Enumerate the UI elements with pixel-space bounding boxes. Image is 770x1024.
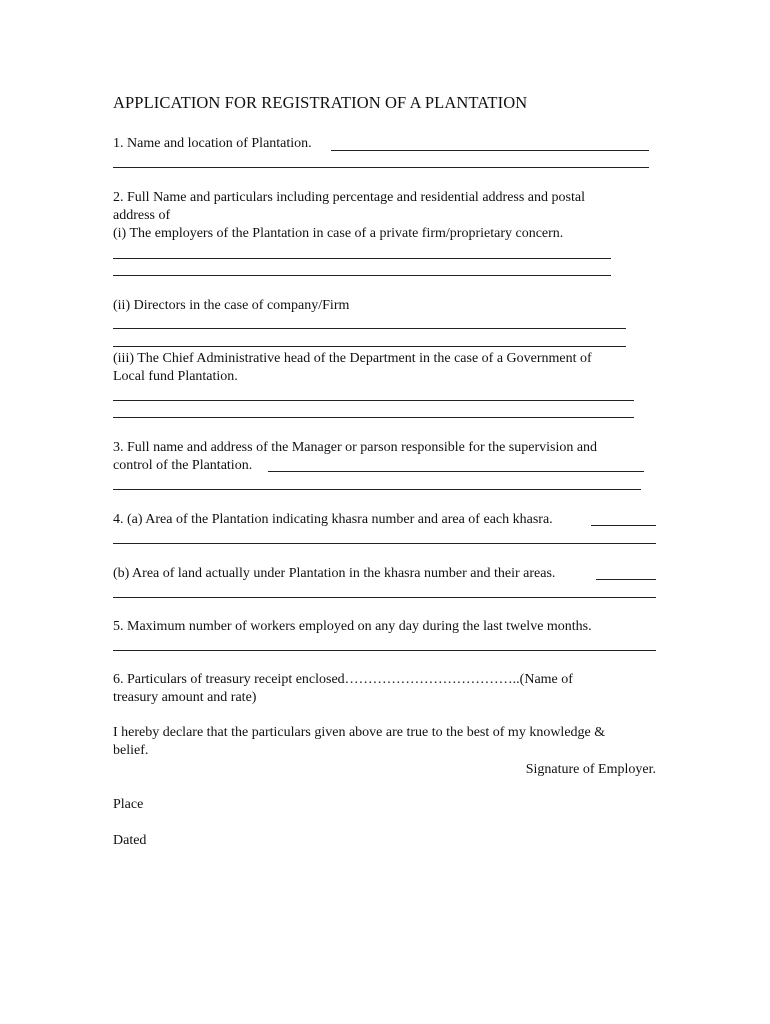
question-4b-label: (b) Area of land actually under Plantation in the khasra number and their areas.	[113, 566, 556, 581]
question-3-label-line-1: 3. Full name and address of the Manager or parson responsible for the supervision and	[113, 440, 598, 455]
dated-label: Dated	[113, 833, 147, 848]
question-4b-blank-inline[interactable]	[596, 579, 656, 580]
question-1-label: 1. Name and location of Plantation.	[113, 136, 312, 151]
question-2-iii-blank-line-1[interactable]	[113, 400, 634, 401]
question-2-ii-label: (ii) Directors in the case of company/Firm	[113, 298, 350, 313]
signature-label: Signature of Employer.	[525, 762, 656, 777]
question-2-i-blank-line-2[interactable]	[113, 275, 611, 276]
question-1-blank-inline[interactable]	[331, 150, 649, 151]
question-6-label-line-2: treasury amount and rate)	[113, 690, 257, 705]
question-2-i-label: (i) The employers of the Plantation in case of a private firm/proprietary concern.	[113, 226, 564, 241]
question-2-iii-label-line-2: Local fund Plantation.	[113, 369, 238, 384]
question-6-label-line-1: 6. Particulars of treasury receipt enclosed………………………………..(Name of	[113, 672, 573, 687]
question-2-ii-blank-line-1[interactable]	[113, 328, 626, 329]
place-label: Place	[113, 797, 144, 812]
question-5-label: 5. Maximum number of workers employed on any day during the last twelve months.	[113, 619, 592, 634]
question-4b-blank-line[interactable]	[113, 597, 656, 598]
question-1-blank-line[interactable]	[113, 167, 649, 168]
question-2-ii-blank-line-2[interactable]	[113, 346, 626, 347]
question-3-blank-line[interactable]	[113, 489, 641, 490]
question-2-iii-label-line-1: (iii) The Chief Administrative head of the Department in the case of a Government of	[113, 351, 592, 366]
question-4a-blank-inline[interactable]	[591, 525, 656, 526]
question-3-blank-inline[interactable]	[268, 471, 644, 472]
question-4a-blank-line[interactable]	[113, 543, 656, 544]
question-3-label-line-2: control of the Plantation.	[113, 458, 253, 473]
declaration-line-2: belief.	[113, 743, 149, 758]
question-2-label-line-2: address of	[113, 208, 171, 223]
form-title: APPLICATION FOR REGISTRATION OF A PLANTATION	[113, 93, 528, 112]
question-4a-label: 4. (a) Area of the Plantation indicating khasra number and area of each khasra.	[113, 512, 553, 527]
question-2-iii-blank-line-2[interactable]	[113, 417, 634, 418]
question-2-label-line-1: 2. Full Name and particulars including percentage and residential address and postal	[113, 190, 585, 205]
declaration-line-1: I hereby declare that the particulars given above are true to the best of my knowledge &	[113, 725, 606, 740]
question-5-blank-line[interactable]	[113, 650, 656, 651]
question-2-i-blank-line-1[interactable]	[113, 258, 611, 259]
